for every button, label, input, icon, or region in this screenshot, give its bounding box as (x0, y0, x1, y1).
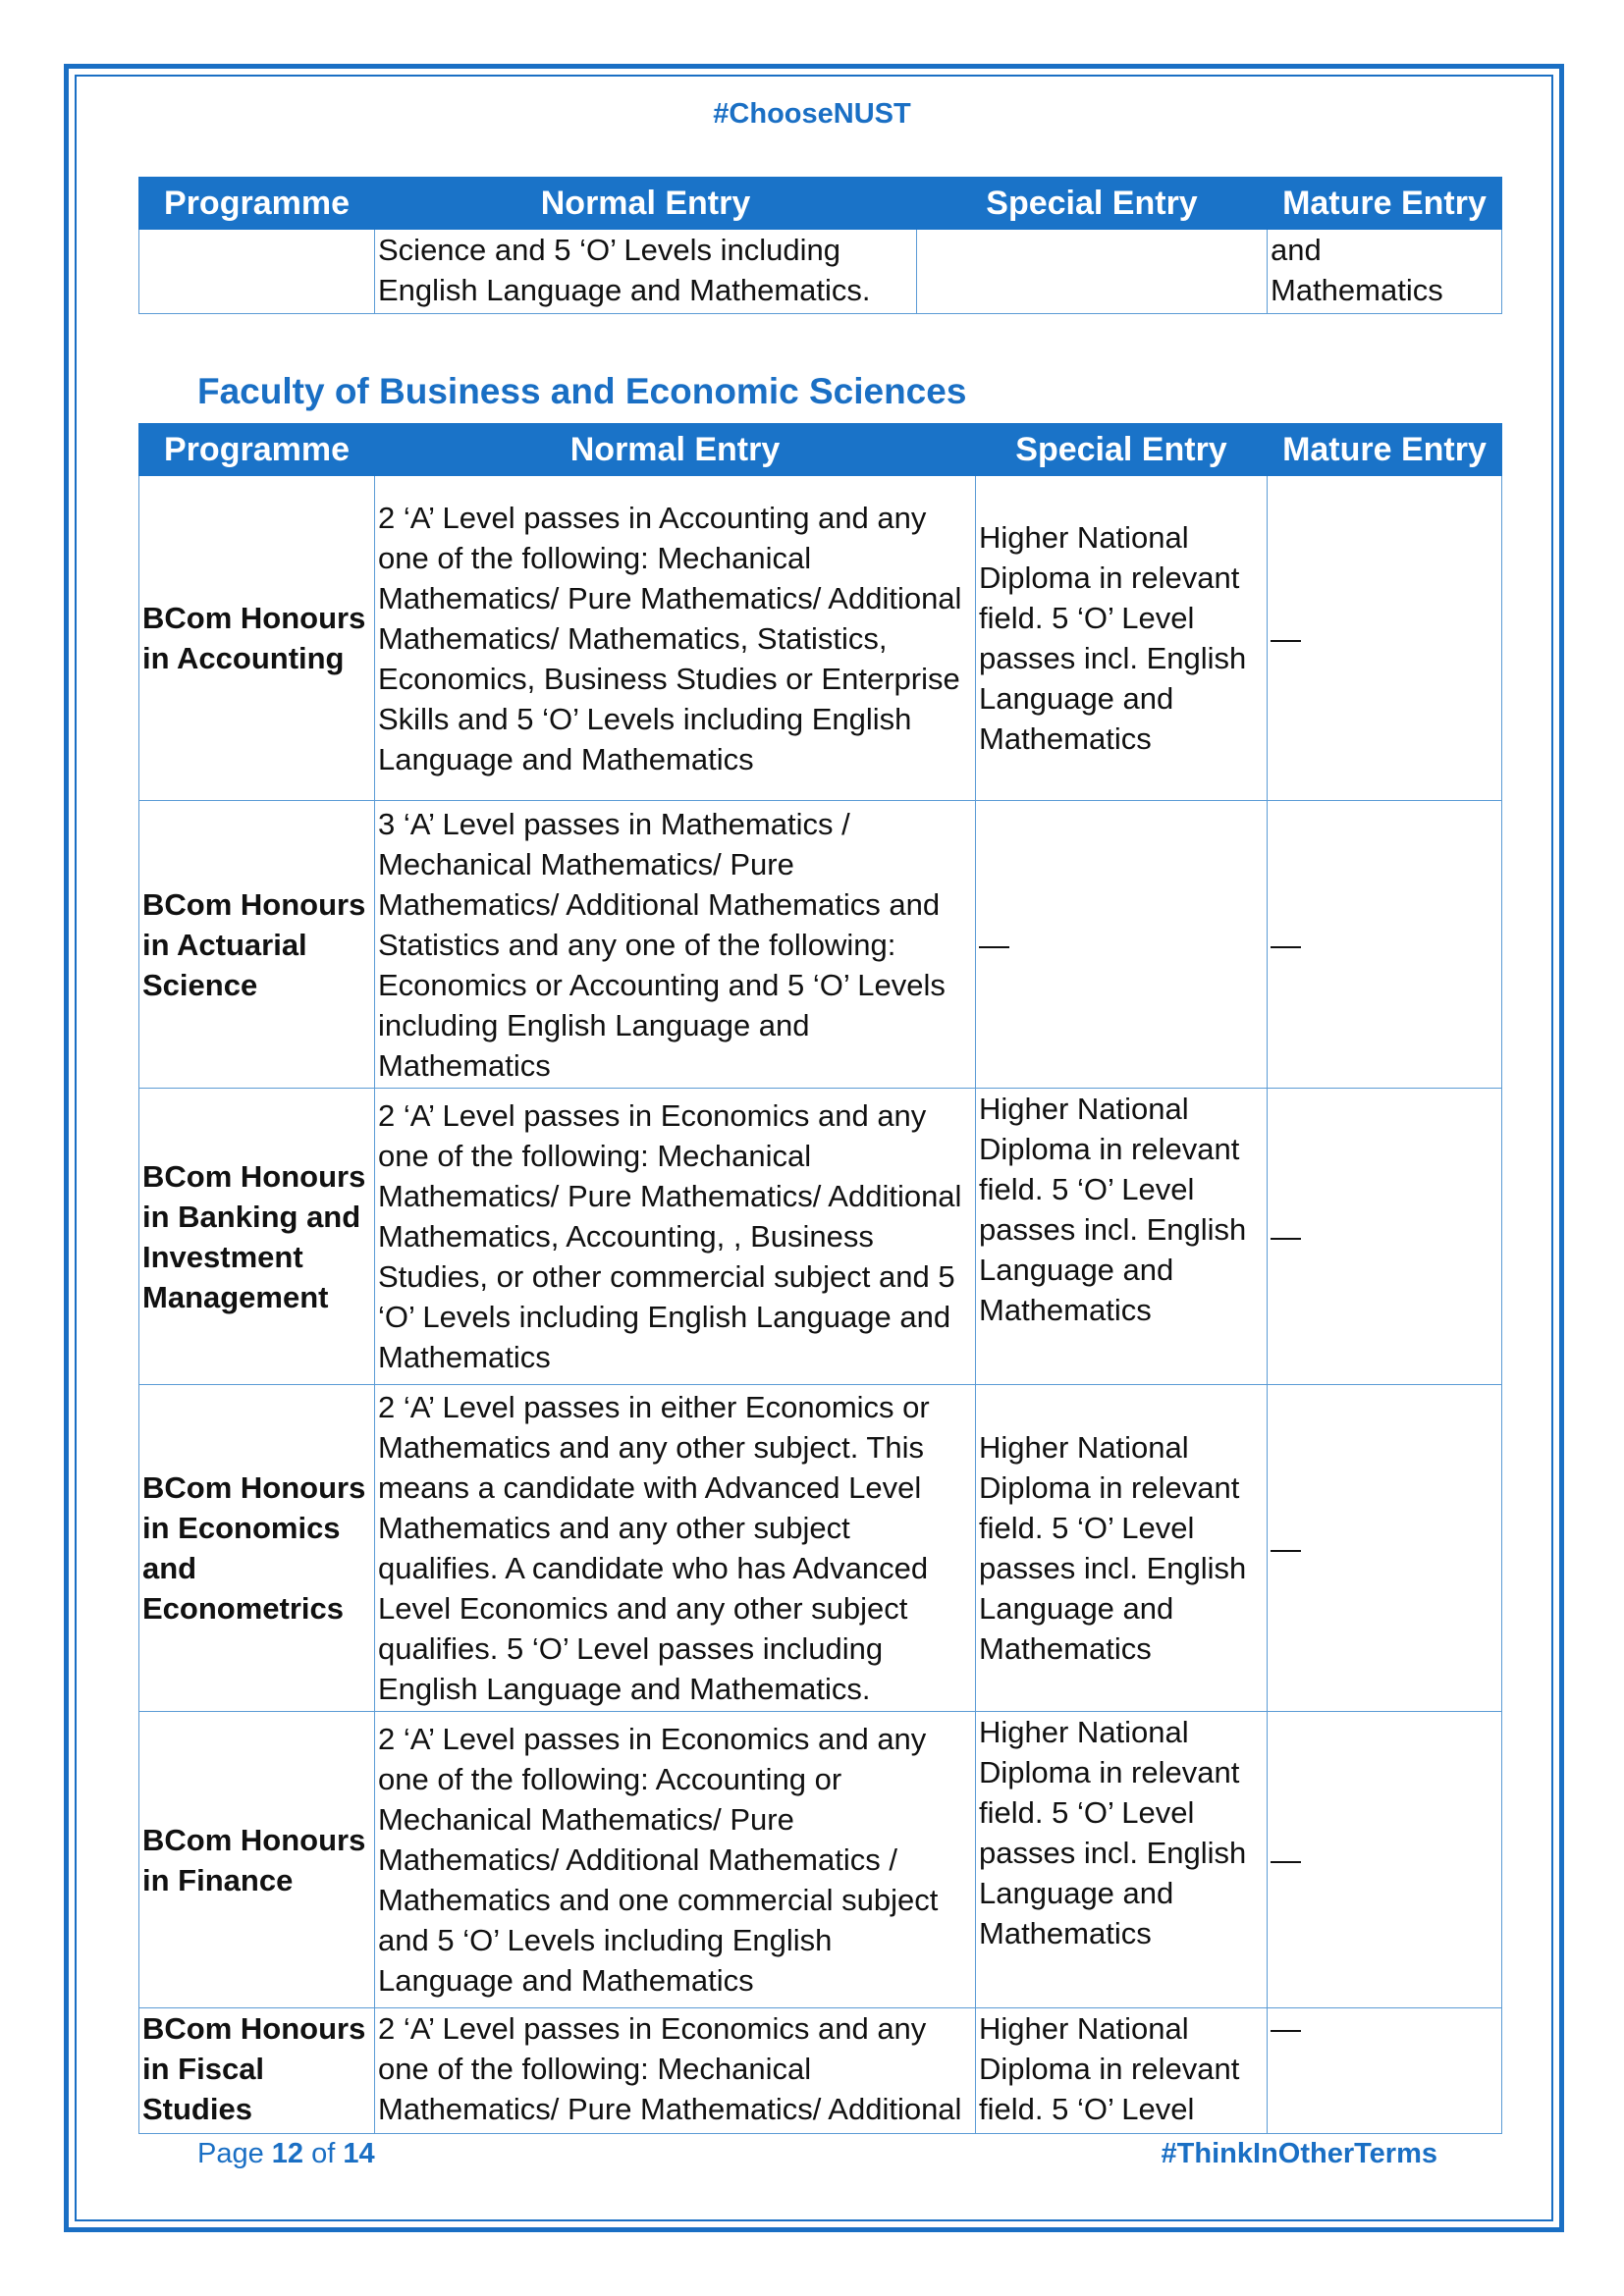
cell-mature-entry: — (1268, 1712, 1502, 2008)
table-row (139, 230, 1502, 314)
footer-hashtag: #ThinkInOtherTerms (1161, 2138, 1437, 2169)
header-hashtag: #ChooseNUST (713, 98, 911, 130)
table-row (139, 476, 1502, 801)
col-header-mature-entry: Mature Entry (1268, 178, 1502, 230)
faculty-table (138, 423, 1502, 2134)
table-row (139, 2008, 1502, 2134)
cell-mature-entry: — (1268, 1089, 1502, 1385)
cell-mature-entry: — (1268, 1385, 1502, 1712)
cell-programme: BCom Honours in Fiscal Studies (139, 2008, 375, 2134)
col-header-special-entry: Special Entry (976, 424, 1268, 476)
cell-special-entry: — (976, 801, 1268, 1089)
table-row (139, 801, 1502, 1089)
cell-special-entry: Higher National Diploma in relevant field. 5 ‘O’ Level passes incl. English Language and Mathematics (976, 1385, 1268, 1712)
cell-programme: BCom Honours in Actuarial Science (139, 801, 375, 1089)
cell-normal-entry: 3 ‘A’ Level passes in Mathematics / Mechanical Mathematics/ Pure Mathematics/ Additional Mathematics and Statistics and any one of the following: Economics or Accounting and 5 ‘O’ Levels including English Language and Mathematics (375, 801, 976, 1089)
footer-page-number (197, 2138, 375, 2170)
continued-table (138, 177, 1502, 314)
page-current: 12 (271, 2138, 304, 2169)
col-header-mature-entry: Mature Entry (1268, 424, 1502, 476)
cell-mature-entry: — (1268, 801, 1502, 1089)
col-header-normal-entry: Normal Entry (375, 178, 917, 230)
cell-normal-entry: 2 ‘A’ Level passes in Accounting and any one of the following: Mechanical Mathematics/ Pure Mathematics/ Additional Mathematics/ Mathematics, Statistics, Economics, Business Studies or Enterprise Skills and 5 ‘O’ Levels including English Language and Mathematics (375, 476, 976, 801)
table-row (139, 1712, 1502, 2008)
page-total: 14 (343, 2138, 375, 2169)
cell-normal-entry: 2 ‘A’ Level passes in Economics and any one of the following: Mechanical Mathematics/ Pure Mathematics/ Additional Mathematics, Accounting, , Business Studies, or other commercial subject and 5 ‘O’ Levels including English Language and Mathematics (375, 1089, 976, 1385)
cell-programme: BCom Honours in Economics and Econometrics (139, 1385, 375, 1712)
cell-special-entry: Higher National Diploma in relevant field. 5 ‘O’ Level passes incl. English Language and Mathematics (976, 476, 1268, 801)
col-header-normal-entry: Normal Entry (375, 424, 976, 476)
cell-programme: BCom Honours in Finance (139, 1712, 375, 2008)
cell-mature-entry: — (1268, 476, 1502, 801)
cell-programme: BCom Honours in Accounting (139, 476, 375, 801)
faculty-heading: Faculty of Business and Economic Sciences (197, 371, 967, 411)
cell-mature-entry: and Mathematics (1268, 230, 1502, 314)
col-header-programme: Programme (139, 424, 375, 476)
cell-normal-entry: Science and 5 ‘O’ Levels including English Language and Mathematics. (375, 230, 917, 314)
table-row (139, 1385, 1502, 1712)
cell-special-entry (917, 230, 1268, 314)
cell-mature-entry: — (1268, 2008, 1502, 2134)
page-of: of (311, 2138, 336, 2169)
cell-programme (139, 230, 375, 314)
table-header-row (139, 424, 1502, 476)
cell-normal-entry: 2 ‘A’ Level passes in Economics and any one of the following: Accounting or Mechanical Mathematics/ Pure Mathematics/ Additional Mathematics / Mathematics and one commercial subject and 5 ‘O’ Levels including English Language and Mathematics (375, 1712, 976, 2008)
table-header-row (139, 178, 1502, 230)
page-label: Page (197, 2138, 264, 2169)
table-row (139, 1089, 1502, 1385)
col-header-programme: Programme (139, 178, 375, 230)
cell-special-entry: Higher National Diploma in relevant field. 5 ‘O’ Level passes incl. English Language and Mathematics (976, 1712, 1268, 2008)
cell-normal-entry: 2 ‘A’ Level passes in Economics and any one of the following: Mechanical Mathematics/ Pure Mathematics/ Additional (375, 2008, 976, 2134)
col-header-special-entry: Special Entry (917, 178, 1268, 230)
cell-normal-entry: 2 ‘A’ Level passes in either Economics or Mathematics and any other subject. This means a candidate with Advanced Level Mathematics and any other subject qualifies. A candidate who has Advanced Level Economics and any other subject qualifies. 5 ‘O’ Level passes including English Language and Mathematics. (375, 1385, 976, 1712)
cell-special-entry: Higher National Diploma in relevant field. 5 ‘O’ Level (976, 2008, 1268, 2134)
cell-programme: BCom Honours in Banking and Investment Management (139, 1089, 375, 1385)
cell-special-entry: Higher National Diploma in relevant field. 5 ‘O’ Level passes incl. English Language and Mathematics (976, 1089, 1268, 1385)
